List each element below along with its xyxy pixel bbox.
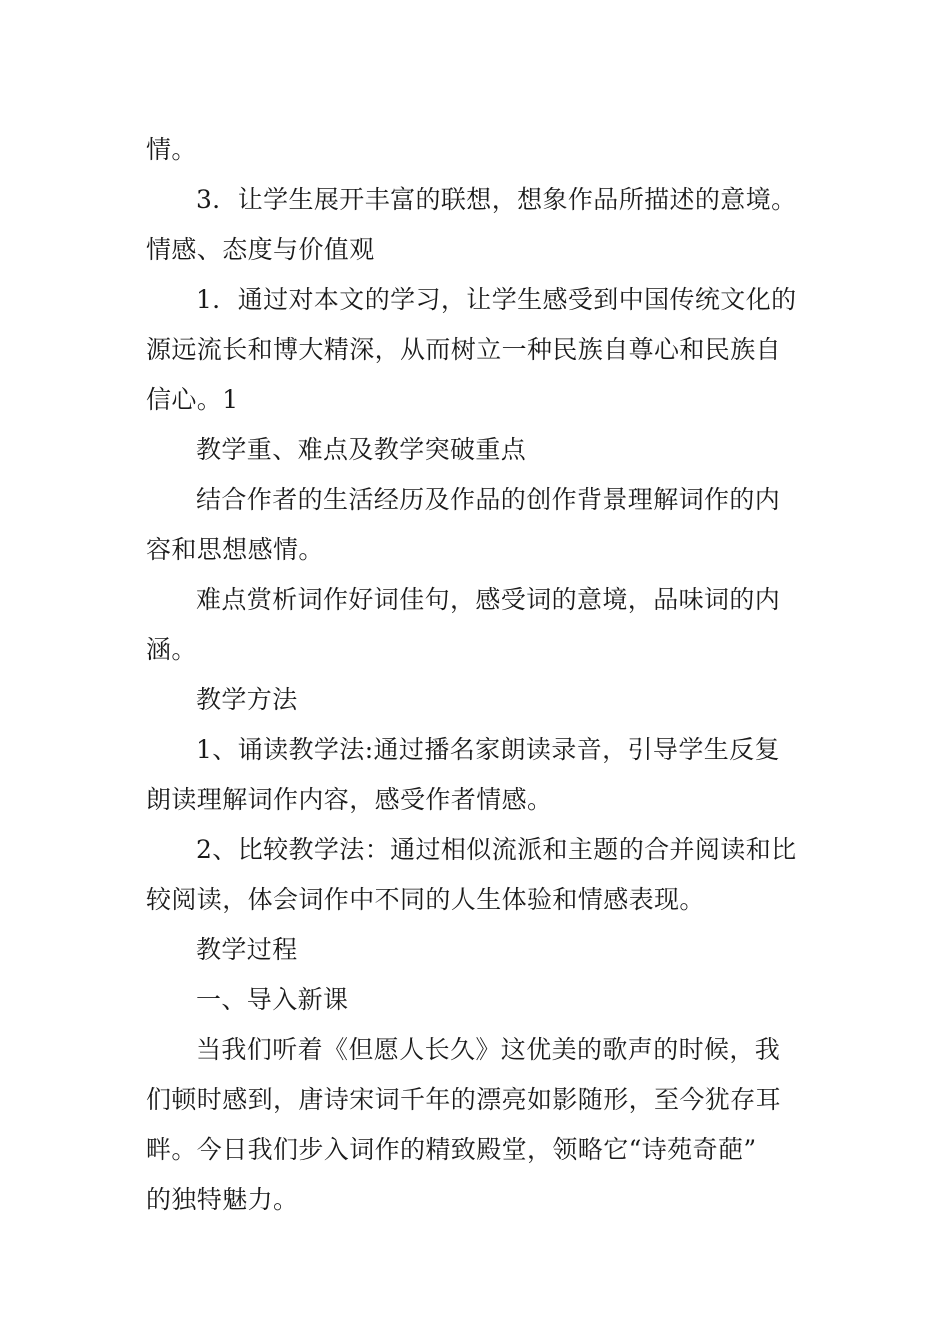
section-heading: 教学重、难点及教学突破重点 <box>196 435 527 464</box>
section-heading: 一、导入新课 <box>196 985 349 1014</box>
text-line: 们顿时感到，唐诗宋词千年的漂亮如影随形，至今犹存耳 <box>146 1085 782 1114</box>
text-line: 朗读理解词作内容，感受作者情感。 <box>146 785 553 814</box>
section-heading: 教学过程 <box>196 935 298 964</box>
text-line: 1．通过对本文的学习，让学生感受到中国传统文化的 <box>196 285 797 314</box>
text-line: 结合作者的生活经历及作品的创作背景理解词作的内 <box>196 485 781 514</box>
text-line: 当我们听着《但愿人长久》这优美的歌声的时候，我 <box>196 1035 781 1064</box>
text-line: 涵。 <box>146 635 197 664</box>
text-line: 的独特魅力。 <box>146 1185 299 1214</box>
text-line: 2、比较教学法：通过相似流派和主题的合并阅读和比 <box>196 835 797 864</box>
text-line: 畔。今日我们步入词作的精致殿堂，领略它“诗苑奇葩” <box>146 1135 757 1164</box>
text-line: 1、诵读教学法:通过播名家朗读录音，引导学生反复 <box>196 735 780 764</box>
text-line: 情。 <box>146 135 197 164</box>
text-line: 较阅读，体会词作中不同的人生体验和情感表现。 <box>146 885 705 914</box>
text-line: 源远流长和博大精深，从而树立一种民族自尊心和民族自 <box>146 335 782 364</box>
text-line: 信心。1 <box>146 385 239 414</box>
section-heading: 教学方法 <box>196 685 298 714</box>
text-line: 3．让学生展开丰富的联想，想象作品所描述的意境。 <box>196 185 797 214</box>
text-line: 难点赏析词作好词佳句，感受词的意境，品味词的内 <box>196 585 781 614</box>
text-line: 容和思想感情。 <box>146 535 324 564</box>
section-heading: 情感、态度与价值观 <box>146 235 375 264</box>
